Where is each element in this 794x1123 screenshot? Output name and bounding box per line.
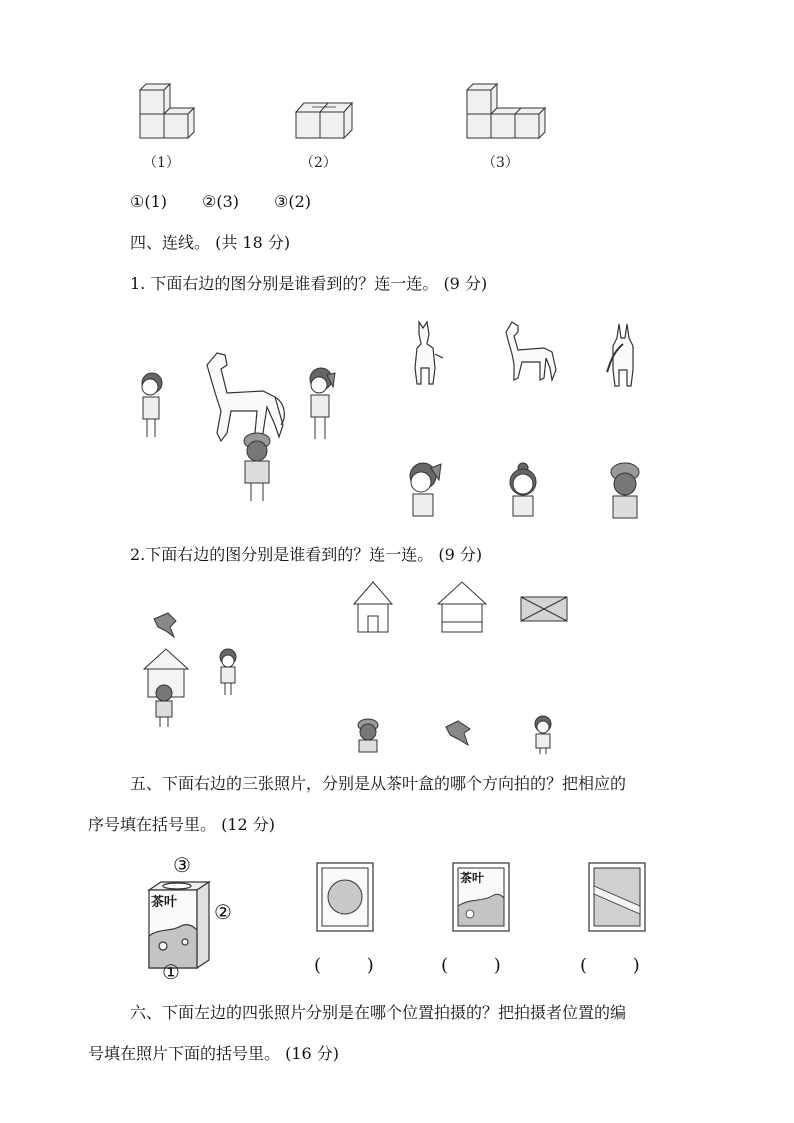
section4-q1: 1. 下面右边的图分别是谁看到的？连一连。 (9 分): [130, 274, 488, 293]
cube-label-3: （3）: [482, 155, 519, 171]
answer-blank-1[interactable]: ( ): [314, 955, 374, 976]
house-top-view: [520, 596, 570, 624]
answer-blank-3[interactable]: ( ): [580, 955, 640, 976]
cube-option-3: ③(2): [274, 192, 312, 211]
tea-box-label: 茶叶: [151, 895, 178, 910]
cube-option-1: ①(1): [130, 192, 168, 211]
bird-icon: [154, 613, 176, 637]
girl-small-icon: [220, 649, 236, 695]
photo-side-view: [588, 862, 646, 932]
horse-side-view: [500, 320, 562, 384]
section4-title: 四、连线。 (共 18 分): [130, 233, 291, 252]
q2-scene: [140, 605, 250, 730]
cube-figure-2: [293, 100, 363, 142]
q1-scene: [135, 345, 350, 505]
boy-small-icon: [156, 685, 172, 727]
boy-icon: [244, 433, 270, 501]
bird-observer-icon: [444, 717, 474, 749]
cube-figure-3: [463, 84, 553, 144]
horse-back-view: [603, 320, 643, 390]
section5-title-line2: 序号填在括号里。 (12 分): [88, 815, 276, 834]
horse-front-view: [405, 320, 445, 390]
cube-label-1: （1）: [143, 155, 180, 171]
girl-front-face: [503, 460, 547, 520]
section6-title-line1: 六、下面左边的四张照片分别是在哪个位置拍摄的？把拍摄者位置的编: [130, 1003, 627, 1022]
section5-title-line1: 五、下面右边的三张照片，分别是从茶叶盒的哪个方向拍的？把相应的: [130, 774, 627, 793]
marker-front: ①: [162, 960, 180, 984]
horse-icon: [207, 353, 284, 445]
marker-right: ②: [214, 900, 232, 924]
cube-label-2: （2）: [300, 155, 337, 171]
girl-left-icon: [142, 373, 162, 437]
girl-right-icon: [310, 368, 335, 439]
section4-q2: 2.下面右边的图分别是谁看到的？连一连。 (9 分): [130, 545, 483, 564]
photo-top-view: [316, 862, 374, 932]
house-front-view: [352, 580, 394, 634]
cube-option-2: ②(3): [202, 192, 240, 211]
girl-observer-icon: [530, 714, 556, 754]
boy-back-face: [603, 460, 647, 520]
boy-observer-icon: [355, 717, 381, 753]
house-side-view: [436, 580, 488, 634]
answer-blank-2[interactable]: ( ): [441, 955, 501, 976]
tea-box: [145, 880, 215, 970]
section6-title-line2: 号填在照片下面的括号里。 (16 分): [88, 1044, 340, 1063]
marker-top: ③: [173, 853, 191, 877]
photo-front-label: 茶叶: [460, 871, 485, 885]
girl-side-face: [403, 460, 447, 520]
cube-figure-1: [135, 84, 205, 144]
